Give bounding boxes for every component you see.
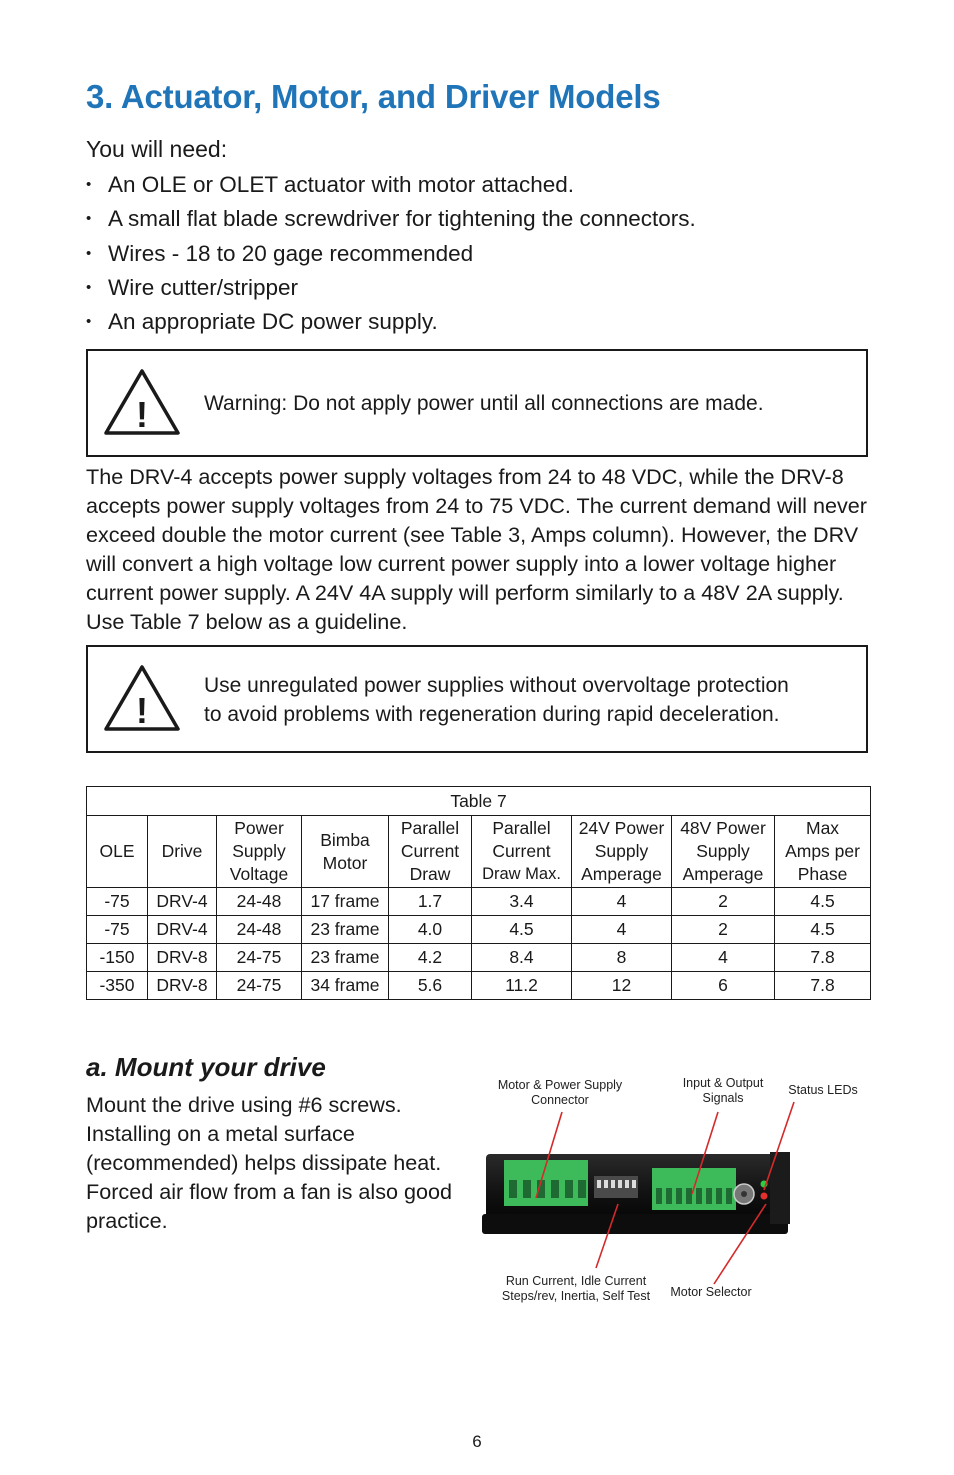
table-cell: 24-48 xyxy=(217,916,302,944)
table-cell: 5.6 xyxy=(389,972,472,1000)
needs-item: • An appropriate DC power supply. xyxy=(86,307,696,341)
table-cell: 4.0 xyxy=(389,916,472,944)
table-cell: 6 xyxy=(672,972,775,1000)
needs-item: • Wire cutter/stripper xyxy=(86,273,696,307)
table-cell: 8 xyxy=(572,944,672,972)
table-header-line: Amperage xyxy=(682,864,764,884)
table-cell: 7.8 xyxy=(775,944,871,972)
table-header-line: Max xyxy=(806,818,840,838)
table-header-line: Amps per xyxy=(785,841,860,861)
warning-text-regeneration xyxy=(204,671,789,729)
table-cell: 4 xyxy=(572,916,672,944)
needs-heading: You will need: xyxy=(86,136,228,162)
table-header-line: Phase xyxy=(797,864,848,884)
table-cell: DRV-8 xyxy=(148,944,217,972)
needs-item: • An OLE or OLET actuator with motor attached. xyxy=(86,170,696,204)
callout-text-line: Motor & Power Supply xyxy=(497,1078,623,1092)
table-header-line: 24V Power xyxy=(578,818,665,838)
page-number: 6 xyxy=(472,1432,482,1451)
table-cell: DRV-8 xyxy=(148,972,217,1000)
table-cell: 2 xyxy=(672,888,775,916)
table-7 xyxy=(86,786,871,1000)
table-header-row xyxy=(87,816,871,888)
table-header-line: Drive xyxy=(161,841,203,861)
table-header-cell xyxy=(672,816,775,888)
table-cell: 24-75 xyxy=(217,972,302,1000)
table-cell: 1.7 xyxy=(389,888,472,916)
table-cell: 4.5 xyxy=(775,916,871,944)
table-header-line: Parallel xyxy=(400,818,460,838)
table-row xyxy=(87,972,871,1000)
warning-text-line: to avoid problems with regeneration during rapid deceleration. xyxy=(204,703,780,726)
callout-text-line: Run Current, Idle Current xyxy=(505,1274,647,1288)
table-cell: 4.5 xyxy=(472,916,572,944)
table-cell: 24-75 xyxy=(217,944,302,972)
table-header-line: Bimba xyxy=(320,829,370,850)
table-row xyxy=(87,888,871,916)
table-header-line: Supply xyxy=(232,841,286,861)
table-cell: DRV-4 xyxy=(148,888,217,916)
callout-run-current xyxy=(494,1274,658,1304)
table-cell: 12 xyxy=(572,972,672,1000)
callout-motor-selector: Motor Selector xyxy=(670,1285,752,1299)
callout-text-line: Steps/rev, Inertia, Self Test xyxy=(501,1289,651,1303)
table-header-cell xyxy=(302,816,389,888)
mount-text: Mount the drive using #6 screws. Installing on a metal surface (recommended) helps dissipate heat. Forced air flow from a fan is also good practice. xyxy=(86,1092,453,1233)
callout-io-signals xyxy=(670,1076,776,1106)
table-row xyxy=(87,916,871,944)
warning-triangle-icon xyxy=(102,663,182,733)
table-cell: 8.4 xyxy=(472,944,572,972)
table-cell: 2 xyxy=(672,916,775,944)
table-header-cell xyxy=(389,816,472,888)
table-header-line: Motor xyxy=(322,852,368,873)
needs-item: • A small flat blade screwdriver for tightening the connectors. xyxy=(86,204,696,238)
table-cell: 4.2 xyxy=(389,944,472,972)
table-header-line: 48V Power xyxy=(680,818,766,838)
table-header-line: Amperage xyxy=(581,864,662,884)
table-cell: -75 xyxy=(87,916,148,944)
table-caption: Table 7 xyxy=(87,787,871,816)
table-header-cell xyxy=(87,816,148,888)
table-cell: 4.5 xyxy=(775,888,871,916)
needs-list xyxy=(86,170,696,341)
table-header-cell xyxy=(217,816,302,888)
table-header-line: OLE xyxy=(99,841,135,861)
callout-text-line: Signals xyxy=(702,1091,744,1105)
table-cell: 17 frame xyxy=(302,888,389,916)
table-cell: 4 xyxy=(572,888,672,916)
warning-glyph: ! xyxy=(136,394,148,435)
warning-box-power xyxy=(86,349,868,457)
table-body xyxy=(87,888,871,1000)
table-cell: -150 xyxy=(87,944,148,972)
mount-heading: a. Mount your drive xyxy=(86,1052,326,1082)
callout-text-line: Input & Output xyxy=(682,1076,764,1090)
warning-text-power: Warning: Do not apply power until all connections are made. xyxy=(204,392,764,415)
callout-status-leds: Status LEDs xyxy=(788,1083,858,1097)
warning-text-line: Use unregulated power supplies without overvoltage protection xyxy=(204,674,789,697)
table-header-cell xyxy=(572,816,672,888)
table-header-line: Parallel xyxy=(492,818,551,838)
table-cell: 4 xyxy=(672,944,775,972)
callout-motor-power-connector xyxy=(490,1078,630,1108)
table-row xyxy=(87,944,871,972)
table-header-line: Supply xyxy=(594,841,649,861)
table-cell: 3.4 xyxy=(472,888,572,916)
table-header-line: Current xyxy=(400,841,460,861)
table-cell: DRV-4 xyxy=(148,916,217,944)
table-header-line: Supply xyxy=(696,841,750,861)
section-title: 3. Actuator, Motor, and Driver Models xyxy=(86,78,661,115)
warning-triangle-icon xyxy=(102,367,182,437)
table-header-line: Voltage xyxy=(229,864,289,884)
table-cell: 23 frame xyxy=(302,916,389,944)
table-cell: 24-48 xyxy=(217,888,302,916)
table-cell: -350 xyxy=(87,972,148,1000)
table-cell: 7.8 xyxy=(775,972,871,1000)
table-cell: -75 xyxy=(87,888,148,916)
table-header-cell xyxy=(472,816,572,888)
table-cell: 34 frame xyxy=(302,972,389,1000)
table-cell: 23 frame xyxy=(302,944,389,972)
table-header-line: Power xyxy=(234,818,284,838)
table-header-cell xyxy=(775,816,871,888)
needs-item: • Wires - 18 to 20 gage recommended xyxy=(86,239,696,273)
callout-text-line: Connector xyxy=(531,1093,589,1107)
table-cell: 11.2 xyxy=(472,972,572,1000)
warning-box-regeneration xyxy=(86,645,868,753)
table-header-line: Draw xyxy=(409,864,451,884)
table-header-cell xyxy=(148,816,217,888)
power-supply-paragraph: The DRV-4 accepts power supply voltages from 24 to 48 VDC, while the DRV-8 accepts power supply voltages from 24 to 75 VDC. The current demand will never exceed double the motor current (see Table 3, Amps column). However, the DRV will convert a high voltage low current power supply into a lower voltage higher current power supply. A 24V 4A supply will perform similarly to a 48V 2A supply. Use Table 7 below as a guideline. xyxy=(86,464,867,634)
table-header-line: Draw Max. xyxy=(482,865,561,883)
warning-glyph: ! xyxy=(136,690,148,731)
table-header-line: Current xyxy=(492,841,551,861)
